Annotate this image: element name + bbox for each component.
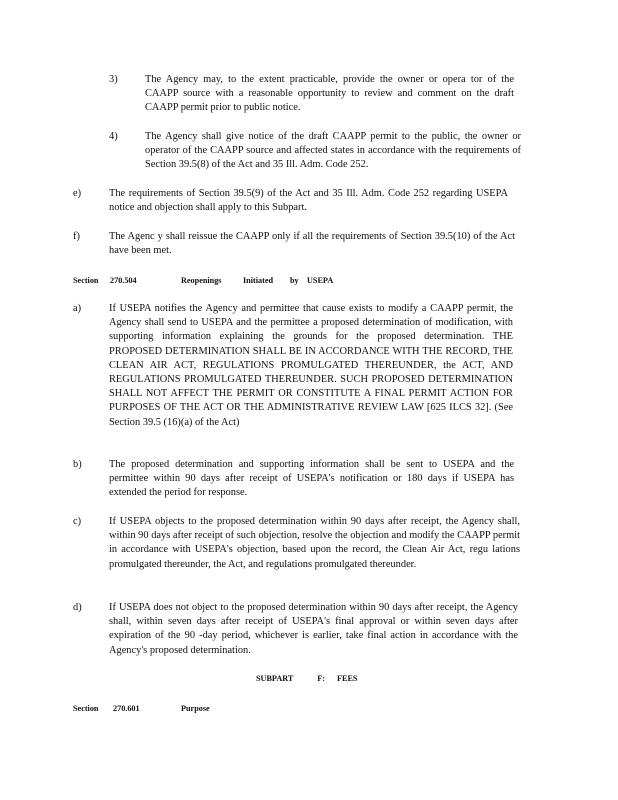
section-word: Section [73,276,99,285]
item-label: c) [73,516,82,527]
subpart-word: SUBPART [256,674,294,683]
item-text: If USEPA notifies the Agency and permittee that cause exists to modify a CAAPP permit, the Agency shall send to USEPA and the permittee a proposed determination of modification, with supporting information explaining the grounds for the proposed determination. THE PROPOSED DETERMINATION SHALL BE IN ACCORDANCE WITH THE RECORD, THE CLEAN AIR ACT, REGULATIONS PROMULGATED THEREUNDER, the ACT, AND REGULATIONS PROMULGATED THEREUNDER. SUCH PROPOSED DETERMINATION SHALL NOT AFFECT THE PERMIT OR CONSTITUTE A FINAL PERMIT ACTION FOR PURPOSES OF THE ACT OR THE ADMINISTRATIVE REVIEW LAW [625 ILCS 32]. (See Section 39.5 (16)(a) of the Act) [109,303,513,428]
section-number: 270.601 [113,704,140,713]
section-title-word: Reopenings [181,276,222,285]
item-label: 3) [109,74,118,85]
section-title-word: Initiated [243,276,274,285]
section-title-word: by [290,276,299,285]
subpart-letter: F: [317,674,325,683]
section-heading [0,704,618,716]
item-label: a) [73,303,82,314]
section-number: 270.504 [110,276,137,285]
item-text: If USEPA does not object to the proposed determination within 90 days after receipt, the Agency shall, within seven days after receipt of USEPA's final approval or within seven days after expiration of the 90 -day period, whichever is earlier, take final action in accordance with the Agency's proposed determination. [109,602,518,656]
item-label: b) [73,459,82,470]
item-label: 4) [109,131,118,142]
item-label: e) [73,188,82,199]
item-text: The proposed determination and supporting information shall be sent to USEPA and the permittee within 90 days after receipt of USEPA's notification or 180 days if USEPA has extended the period for response. [109,459,514,499]
item-text: The Agency shall give notice of the draft CAAPP permit to the public, the owner or operator of the CAAPP source and affected states in accordance with the requirements of Section 39.5(8) of the Act and 35 Ill. Adm. Code 252. [145,131,521,171]
item-label: f) [73,231,80,242]
section-heading [0,276,618,288]
section-title: Purpose [181,704,210,713]
section-title-word: USEPA [307,276,334,285]
item-text: The requirements of Section 39.5(9) of the Act and 35 Ill. Adm. Code 252 regarding USEPA notice and objection shall apply to this Subpart. [109,188,508,214]
item-label: d) [73,602,82,613]
item-text: The Agenc y shall reissue the CAAPP only if all the requirements of Section 39.5(10) of the Act have been met. [109,231,515,257]
subpart-title: FEES [337,674,358,683]
subpart-heading [256,674,357,683]
item-text: The Agency may, to the extent practicable, provide the owner or opera tor of the CAAPP source with a reasonable opportunity to review and comment on the draft CAAPP permit prior to public notice. [145,74,514,114]
item-text: If USEPA objects to the proposed determination within 90 days after receipt, the Agency shall, within 90 days after receipt of such objection, resolve the objection and modify the CAAPP permit in accordance with USEPA's objection, based upon the record, the Clean Air Act, regu lations promulgated thereunder, the Act, and regulations promulgated thereunder. [109,516,520,570]
section-word: Section [73,704,99,713]
